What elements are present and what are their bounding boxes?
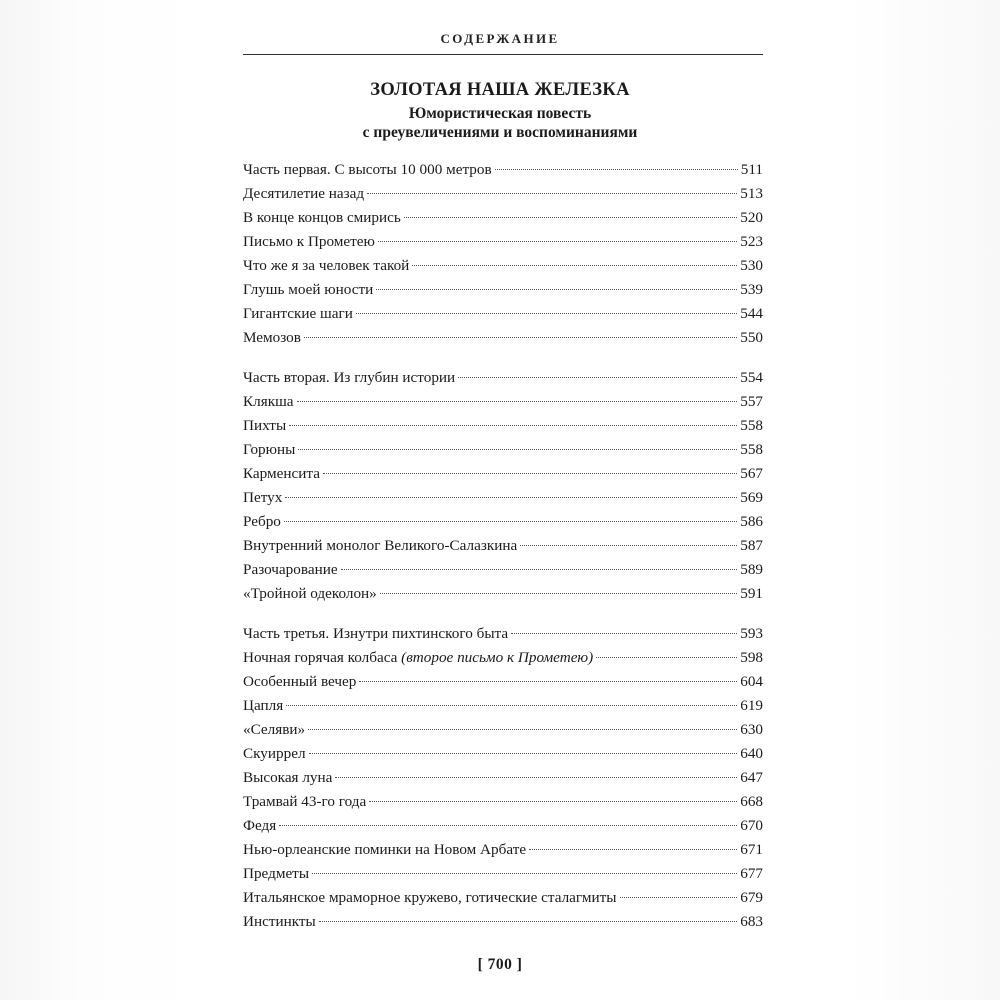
dot-leader [367,193,737,194]
dot-leader [596,657,737,658]
toc-entry-label: Что же я за человек такой [243,257,410,274]
toc-page-number: 558 [740,441,763,458]
toc-entry [243,718,763,742]
toc-entry [243,326,763,350]
toc-entry [243,742,763,766]
toc-entry-title [243,886,617,910]
dot-leader [308,729,737,730]
toc-entry-title [243,790,366,814]
toc-page-number: 683 [740,913,763,930]
toc-entry-title [243,838,526,862]
toc-page-number: 647 [740,769,763,786]
toc-entry-title [243,462,320,486]
toc-entry [243,302,763,326]
toc-entry [243,182,763,206]
toc-entry-label: Петух [243,489,283,506]
page-number: [ 700 ] [477,956,523,973]
toc-page-number: 670 [740,817,763,834]
toc-entry-title [243,534,517,558]
toc-entry [243,694,763,718]
header-rule [243,54,763,55]
dot-leader [284,521,737,522]
toc-entry-label: Скуиррел [243,745,306,762]
toc-page-number: 520 [740,209,763,226]
toc-entry [243,790,763,814]
toc-entry [243,230,763,254]
toc-page-number: 550 [740,329,763,346]
toc-entry-label: Часть вторая. [243,369,330,386]
toc-entry [243,838,763,862]
toc-part-subtitle: С высоты 10 000 метров [330,161,492,178]
toc-entry [243,414,763,438]
dot-leader [304,337,737,338]
dot-leader [319,921,737,922]
toc-part-subtitle: Изнутри пихтинского быта [329,625,509,642]
toc-page-number: 567 [740,465,763,482]
toc-entry-label: Ребро [243,513,281,530]
dot-leader [309,753,738,754]
toc-entry-note: (второе письмо к Прометею) [401,649,594,666]
toc-entry [243,622,763,646]
toc-page-number: 677 [740,865,763,882]
dot-leader [289,425,737,426]
toc-page-number: 591 [740,585,763,602]
toc-page-number: 511 [740,161,763,178]
toc-entry-title [243,582,377,606]
toc-entry-label: Цапля [243,697,284,714]
dot-leader [285,497,737,498]
toc-entry-title [243,414,286,438]
dot-leader [495,169,738,170]
toc-page-number: 668 [740,793,763,810]
work-title: ЗОЛОТАЯ НАША ЖЕЛЕЗКА [370,80,630,100]
toc-entry-label: Карменсита [243,465,320,482]
toc-entry [243,814,763,838]
toc-entry-title [243,646,593,670]
toc-page-number: 523 [740,233,763,250]
subtitle-line-1: Юмористическая повесть [408,105,592,122]
dot-leader [359,681,737,682]
dot-leader [520,545,737,546]
toc-entry-title [243,326,301,350]
dot-leader [356,313,737,314]
toc-page-number: 544 [740,305,763,322]
toc-entry-label: Предметы [243,865,310,882]
toc-page-number: 598 [740,649,763,666]
toc-entry-title [243,814,276,838]
toc-entry-label: Ночная горячая колбаса [243,649,402,666]
toc-entry-label: Высокая луна [243,769,333,786]
dot-leader [298,449,737,450]
toc-entry-label: Нью-орлеанские поминки на Новом Арбате [243,841,527,858]
toc-entry-title [243,742,306,766]
toc-entry [243,534,763,558]
toc-page-number: 554 [740,369,763,386]
dot-leader [380,593,737,594]
toc-entry [243,206,763,230]
toc-entry [243,910,763,934]
toc-entry-title [243,486,282,510]
toc-entry-label: Часть первая. [243,161,331,178]
dot-leader [312,873,737,874]
toc-entry-label: Клякша [243,393,294,410]
toc-entry-label: Итальянское мраморное кружево, готические сталагмиты [243,889,617,906]
toc-entry-title [243,910,316,934]
toc-entry-label: Федя [243,817,277,834]
toc-entry-title [243,694,283,718]
toc-entry-label: Глушь моей юности [243,281,374,298]
toc-entry [243,278,763,302]
toc-entry-label: Инстинкты [243,913,316,930]
dot-leader [404,217,737,218]
toc-section [243,622,763,934]
toc-entry [243,158,763,182]
toc-entry-label: Внутренний монолог Великого-Салазкина [243,537,518,554]
toc-page-number: 604 [740,673,763,690]
toc-entry-label: Горюны [243,441,296,458]
dot-leader [458,377,737,378]
toc-entry-title [243,182,364,206]
dot-leader [412,265,737,266]
toc-entry [243,254,763,278]
toc-entry-label: Мемозов [243,329,301,346]
toc-entry [243,886,763,910]
toc-page-number: 587 [740,537,763,554]
toc-entry [243,390,763,414]
toc-entry-label: Пихты [243,417,287,434]
table-of-contents [243,158,763,950]
toc-entry-title [243,862,309,886]
toc-page-number: 619 [740,697,763,714]
dot-leader [376,289,737,290]
toc-entry [243,646,763,670]
toc-entry-label: Разочарование [243,561,338,578]
toc-page-number: 513 [740,185,763,202]
toc-entry [243,766,763,790]
toc-page-number: 679 [740,889,763,906]
toc-section [243,158,763,350]
toc-entry [243,670,763,694]
toc-entry-title [243,278,373,302]
toc-entry-title [243,622,508,646]
toc-entry-title [243,254,409,278]
toc-entry-title [243,230,375,254]
dot-leader [511,633,737,634]
toc-entry-label: Гигантские шаги [243,305,353,322]
toc-entry-label: Особенный вечер [243,673,357,690]
toc-entry-label: Десятилетие назад [243,185,365,202]
toc-page-number: 589 [740,561,763,578]
dot-leader [529,849,737,850]
dot-leader [620,897,738,898]
work-subtitle [0,104,1000,142]
toc-page-number: 593 [740,625,763,642]
toc-entry [243,438,763,462]
toc-entry-label: Письмо к Прометею [243,233,375,250]
toc-entry [243,558,763,582]
toc-entry-label: Трамвай 43-го года [243,793,367,810]
toc-entry [243,510,763,534]
toc-page-number: 640 [740,745,763,762]
dot-leader [286,705,737,706]
toc-entry-label: «Селяви» [243,721,306,738]
toc-page-number: 558 [740,417,763,434]
toc-entry-title [243,158,492,182]
toc-entry [243,582,763,606]
dot-leader [341,569,738,570]
toc-entry-label: В конце концов смирись [243,209,401,226]
toc-section [243,366,763,606]
dot-leader [378,241,737,242]
toc-entry-title [243,206,401,230]
dot-leader [323,473,737,474]
toc-entry [243,486,763,510]
toc-page-number: 671 [740,841,763,858]
toc-entry-label: Часть третья. [243,625,330,642]
toc-part-subtitle: Из глубин истории [329,369,456,386]
toc-entry-title [243,390,294,414]
toc-page-number: 569 [740,489,763,506]
toc-page-number: 630 [740,721,763,738]
toc-page-number: 586 [740,513,763,530]
subtitle-line-2: с преувеличениями и воспоминаниями [362,124,638,141]
dot-leader [279,825,737,826]
toc-page-number: 539 [740,281,763,298]
dot-leader [297,401,738,402]
toc-entry-title [243,718,305,742]
toc-entry-title [243,366,455,390]
dot-leader [369,801,737,802]
toc-page-number: 530 [740,257,763,274]
toc-entry-title [243,558,338,582]
running-head: СОДЕРЖАНИЕ [440,31,560,46]
toc-entry [243,462,763,486]
toc-entry [243,366,763,390]
toc-entry-title [243,670,356,694]
toc-entry-title [243,766,332,790]
toc-entry-title [243,510,281,534]
toc-entry-title [243,302,353,326]
toc-page-number: 557 [740,393,763,410]
toc-entry-title [243,438,295,462]
toc-entry [243,862,763,886]
dot-leader [335,777,737,778]
toc-entry-label: «Тройной одеколон» [243,585,377,602]
